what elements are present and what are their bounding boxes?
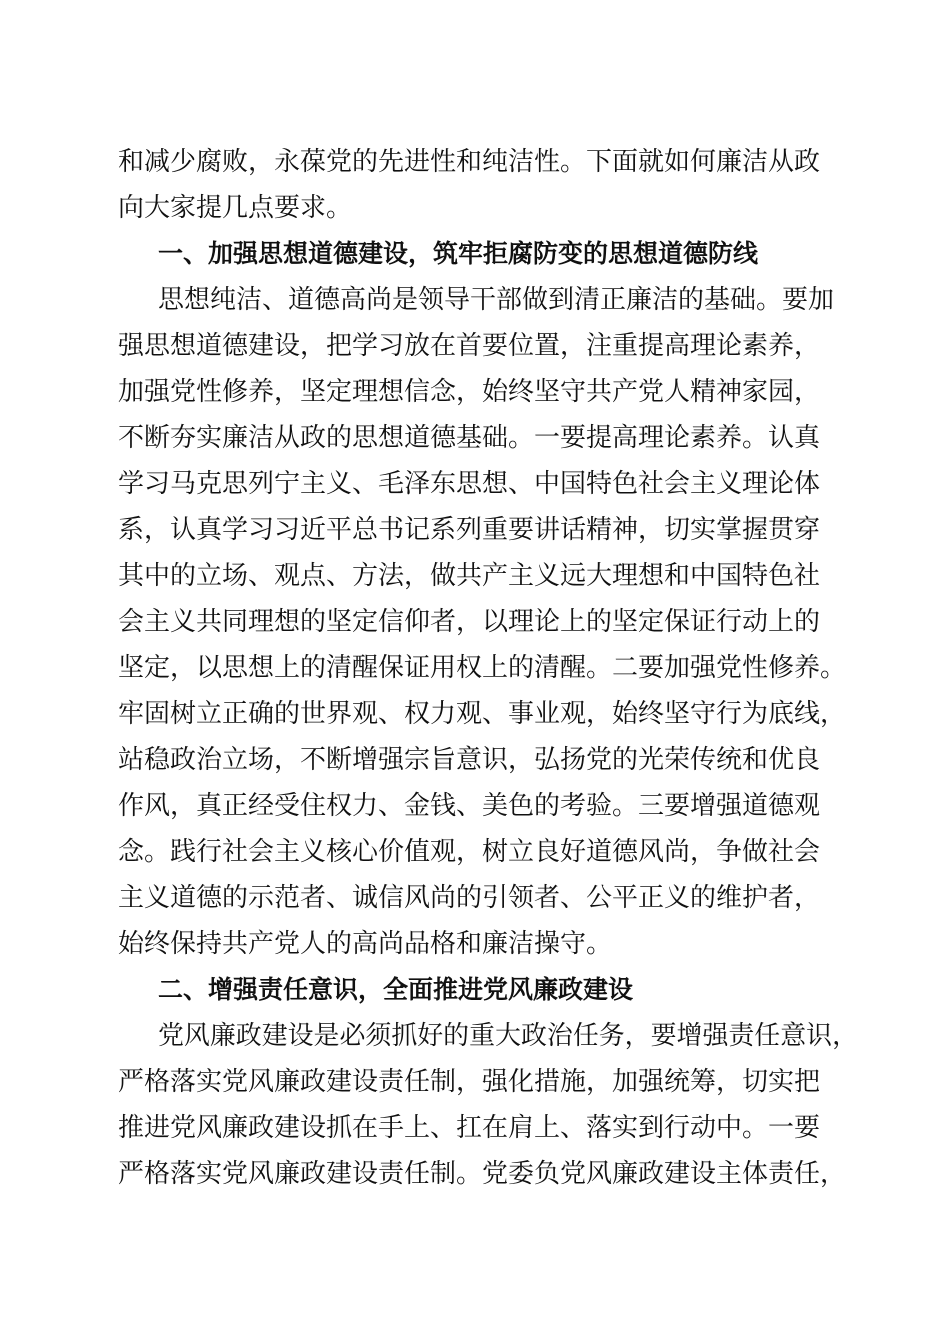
paragraph-line: 会主义共同理想的坚定信仰者，以理论上的坚定保证行动上的 <box>118 607 821 637</box>
paragraph-line: 其中的立场、观点、方法，做共产主义远大理想和中国特色社 <box>118 561 821 591</box>
paragraph-line: 站稳政治立场，不断增强宗旨意识，弘扬党的光荣传统和优良 <box>118 745 821 775</box>
paragraph-line: 作风，真正经受住权力、金钱、美色的考验。三要增强道德观 <box>118 791 821 821</box>
paragraph-line: 党风廉政建设是必须抓好的重大政治任务，要增强责任意识， <box>158 1021 859 1051</box>
paragraph-line: 学习马克思列宁主义、毛泽东思想、中国特色社会主义理论体 <box>118 469 821 499</box>
paragraph-line: 加强党性修养，坚定理想信念，始终坚守共产党人精神家园， <box>118 377 821 407</box>
paragraph-line: 强思想道德建设，把学习放在首要位置，注重提高理论素养， <box>118 331 821 361</box>
paragraph-line: 主义道德的示范者、诚信风尚的引领者、公平正义的维护者， <box>118 883 821 913</box>
paragraph-line: 向大家提几点要求。 <box>118 193 353 223</box>
section-heading-1: 一、加强思想道德建设，筑牢拒腐防变的思想道德防线 <box>158 239 759 268</box>
section-heading-2: 二、增强责任意识，全面推进党风廉政建设 <box>158 975 634 1004</box>
paragraph-line: 思想纯洁、道德高尚是领导干部做到清正廉洁的基础。要加 <box>158 285 835 315</box>
paragraph-line: 始终保持共产党人的高尚品格和廉洁操守。 <box>118 929 613 959</box>
paragraph-line: 系，认真学习习近平总书记系列重要讲话精神，切实掌握贯穿 <box>118 515 821 545</box>
paragraph-line: 念。践行社会主义核心价值观，树立良好道德风尚，争做社会 <box>118 837 821 867</box>
paragraph-line: 牢固树立正确的世界观、权力观、事业观，始终坚守行为底线， <box>118 699 847 729</box>
paragraph-line: 和减少腐败，永葆党的先进性和纯洁性。下面就如何廉洁从政 <box>118 147 821 177</box>
paragraph-line: 坚定，以思想上的清醒保证用权上的清醒。二要加强党性修养。 <box>118 653 847 683</box>
paragraph-line: 推进党风廉政建设抓在手上、扛在肩上、落实到行动中。一要 <box>118 1113 821 1143</box>
paragraph-line: 不断夯实廉洁从政的思想道德基础。一要提高理论素养。认真 <box>118 423 821 453</box>
paragraph-line: 严格落实党风廉政建设责任制。党委负党风廉政建设主体责任， <box>118 1159 847 1189</box>
paragraph-line: 严格落实党风廉政建设责任制，强化措施，加强统筹，切实把 <box>118 1067 821 1097</box>
